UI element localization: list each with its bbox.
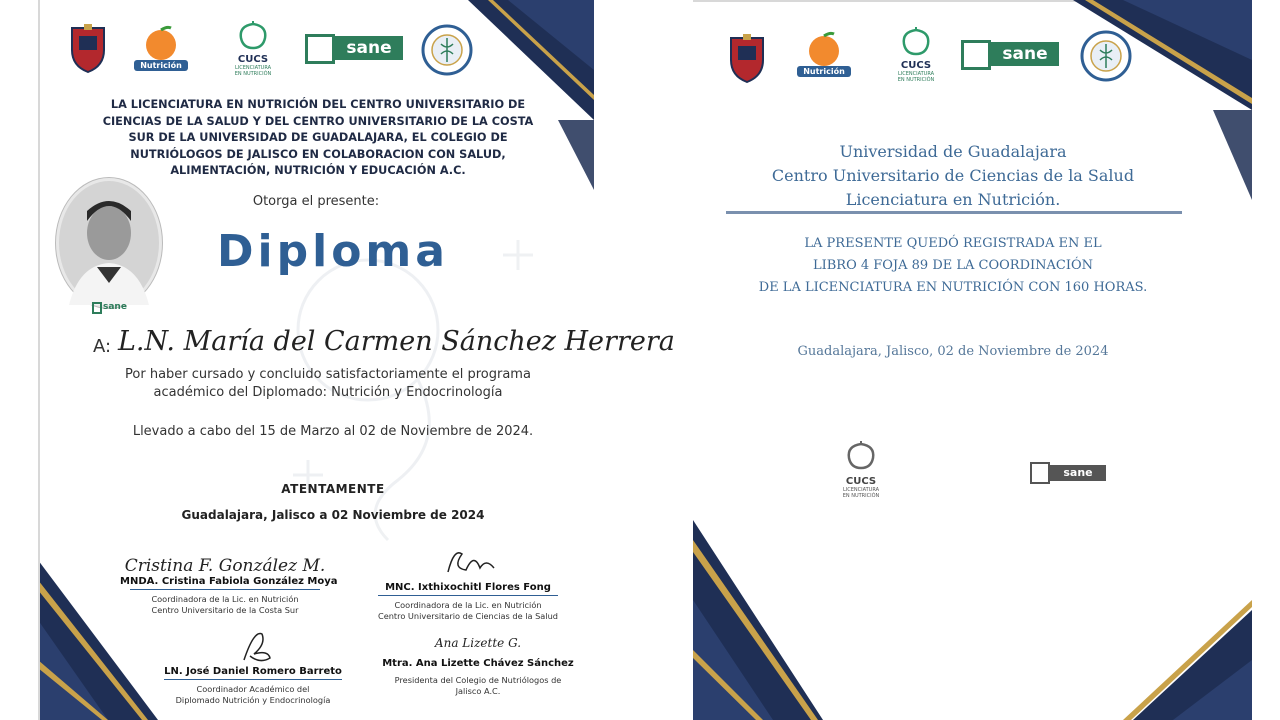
recipient-name: L.N. María del Carmen Sánchez Herrera (118, 326, 675, 357)
back-place-date: Guadalajara, Jalisco, 02 de Noviembre de 2024 (797, 344, 1109, 359)
signature-4-handwriting: Ana Lizette G. (434, 636, 522, 650)
registry-line-1: LA PRESENTE QUEDÓ REGISTRADA EN EL (804, 236, 1102, 251)
signature-1-role-2: Centro Universitario de la Costa Sur (151, 605, 299, 615)
back-colegio-nutriologos-seal (1080, 30, 1132, 82)
signature-2-line (378, 595, 558, 596)
cucs-logo-sub2: EN NUTRICIÓN (234, 71, 272, 77)
signature-1-role-1: Coordinadora de la Lic. en Nutrición (151, 594, 299, 604)
issuing-institutions-text: LA LICENCIATURA EN NUTRICIÓN DEL CENTRO UNIVERSITARIO DE CIENCIAS DE LA SALUD Y DEL CENTRO UNIVERSITARIO DE LA COSTA SUR DE LA UNIVERSIDAD DE GUADALAJARA, EL COLEGIO DE NUTRIÓLOGOS DE JALISCO EN COLABORACION CON SALUD, ALIMENTACIÓN, NUTRICIÓN Y EDUCACIÓN A.C. (102, 98, 534, 177)
signature-3-role-1: Coordinador Académico del (196, 684, 310, 694)
back-cucs-logo-name: CUCS (900, 60, 932, 71)
back-sane-logo-label: sane (991, 42, 1059, 66)
nutricion-logo-label: Nutrición (134, 60, 188, 71)
registry-line-2: LIBRO 4 FOJA 89 DE LA COORDINACIÓN (812, 258, 1094, 273)
sane-stamp (1030, 460, 1110, 486)
signature-4-role-1: Presidenta del Colegio de Nutriólogos de (394, 675, 562, 685)
closing-word: ATENTAMENTE (281, 482, 385, 496)
back-decorative-border (693, 0, 1252, 720)
signature-2-name: MNC. Ixthixochitl Flores Fong (385, 582, 551, 593)
signature-4-role-2: Jalisco A.C. (455, 686, 501, 696)
cucs-stamp-sub1: LICENCIATURA (842, 487, 880, 493)
photo-sane-badge (92, 300, 132, 316)
nutricion-logo (134, 26, 188, 74)
signature-3-handwriting (148, 630, 358, 662)
otorga-label: Otorga el presente: (252, 194, 380, 209)
sane-stamp-label: sane (1050, 465, 1106, 481)
back-nutricion-logo-label: Nutrición (797, 66, 851, 77)
colegio-nutriologos-seal (421, 24, 473, 76)
signature-3-line (164, 679, 342, 680)
recipient-prefix: A: (93, 336, 112, 357)
signature-block-2 (368, 548, 568, 622)
cucs-stamp-name: CUCS (845, 476, 877, 487)
back-sane-logo (961, 32, 1061, 76)
registry-line-3: DE LA LICENCIATURA EN NUTRICIÓN CON 160 HORAS. (758, 280, 1148, 295)
udg-shield-logo (68, 22, 108, 74)
program-description: Por haber cursado y concluido satisfactoriamente el programa académico del Diplomado: Nutrición y Endocrinología (125, 367, 531, 400)
cucs-logo-name: CUCS (237, 54, 269, 65)
signature-2-role-1: Coordinadora de la Lic. en Nutrición (394, 600, 542, 610)
signature-2-role-2: Centro Universitario de Ciencias de la Salud (377, 611, 558, 621)
back-cucs-logo-sub2: EN NUTRICIÓN (897, 77, 935, 83)
signature-1-line (130, 589, 320, 590)
signature-block-4 (378, 636, 578, 697)
signature-4-name: Mtra. Ana Lizette Chávez Sánchez (382, 658, 574, 669)
institution-line-3: Licenciatura en Nutrición. (845, 190, 1061, 209)
diploma-title: Diploma (217, 226, 449, 277)
program-dates: Llevado a cabo del 15 de Marzo al 02 de Noviembre de 2024. (132, 424, 534, 439)
institution-line-1: Universidad de Guadalajara (839, 142, 1067, 161)
signature-2-handwriting (368, 548, 568, 578)
signature-block-3 (148, 630, 358, 706)
cucs-stamp (838, 440, 884, 500)
front-place-date: Guadalajara, Jalisco a 02 Noviembre de 2024 (181, 508, 485, 522)
signature-3-role-2: Diplomado Nutrición y Endocrinología (175, 695, 331, 705)
cucs-logo-sub1: LICENCIATURA (234, 65, 272, 71)
photo-sane-badge-label: sane (103, 302, 127, 312)
institution-line-2: Centro Universitario de Ciencias de la Salud (771, 166, 1135, 185)
diploma-front-page (38, 0, 675, 720)
back-nutricion-logo (797, 32, 851, 80)
sane-logo-label: sane (335, 36, 403, 60)
cucs-logo (228, 20, 278, 78)
signature-1-name: MNDA. Cristina Fabiola González Moya (120, 576, 338, 587)
signature-3-name: LN. José Daniel Romero Barreto (164, 666, 342, 677)
diploma-back-page (693, 0, 1252, 720)
back-cucs-logo (891, 26, 941, 84)
cucs-stamp-sub2: EN NUTRICIÓN (842, 493, 880, 499)
back-cucs-logo-sub1: LICENCIATURA (897, 71, 935, 77)
signature-1-handwriting: Cristina F. González M. (124, 556, 326, 576)
sane-logo (305, 26, 405, 70)
back-udg-shield-logo (727, 32, 767, 84)
signature-block-1 (120, 556, 338, 616)
